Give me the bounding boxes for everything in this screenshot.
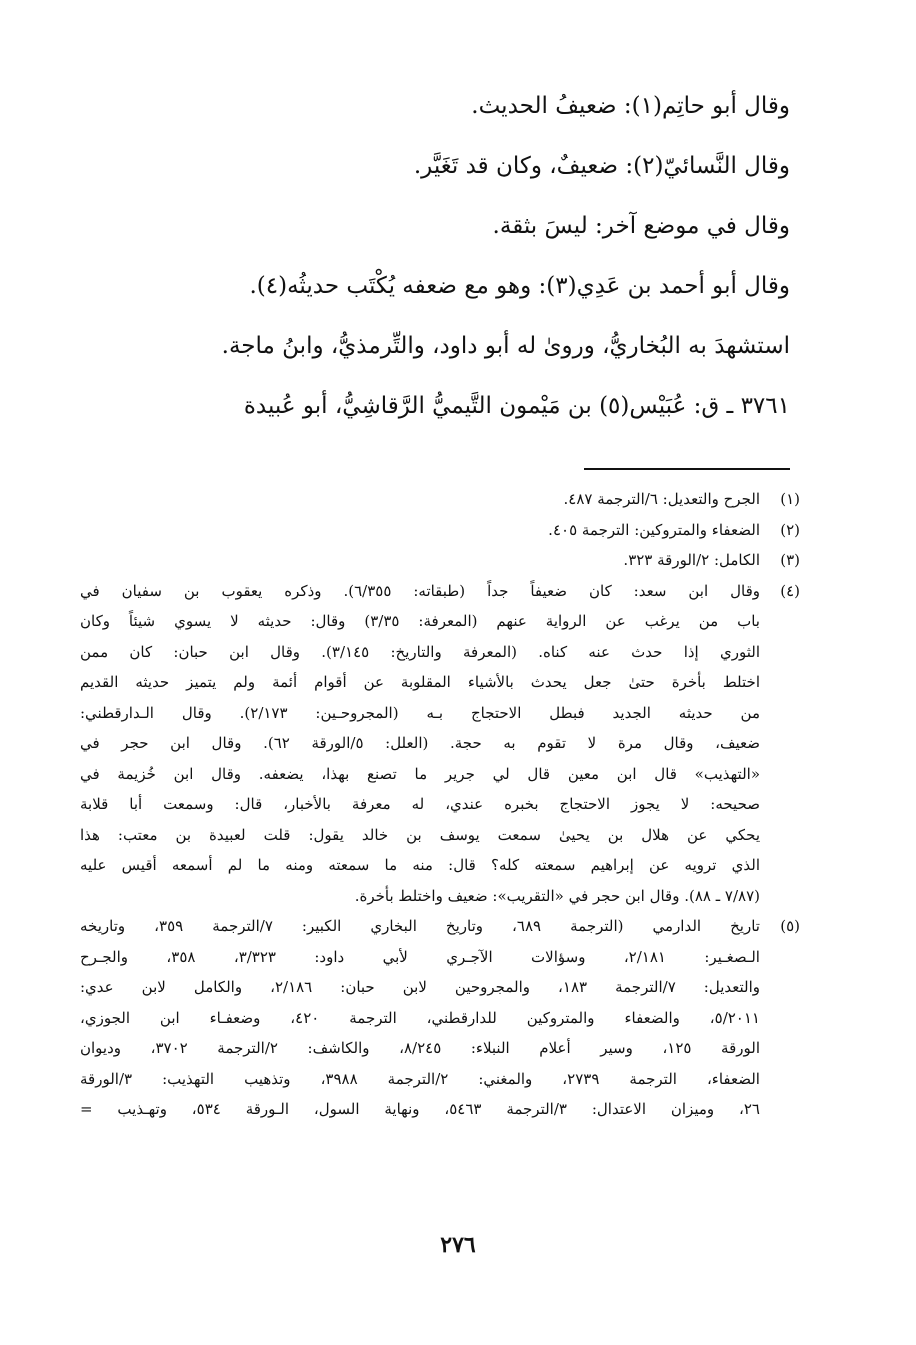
footnote-text xyxy=(80,515,760,546)
footnote-line: الضعفاء والمتروكين: الترجمة ٤٠٥. xyxy=(548,520,760,539)
footnote-5 xyxy=(80,911,800,1125)
footnote-line: الجرح والتعديل: ٦/الترجمة ٤٨٧. xyxy=(563,490,760,508)
footnote-3 xyxy=(80,545,800,576)
body-line: ٣٧٦١ ـ ق: عُبَيْس(٥) بن مَيْمون التَّيميُّ الرَّقاشِيُّ، أبو عُبيدة xyxy=(243,393,790,419)
footnote-line: من حديثه الجديد فبطل الاحتجاج بـه (المجروحـين: ٢/١٧٣). وقال الـدارقطني: xyxy=(80,703,760,722)
footnote-line: الكامل: ٢/الورقة ٣٢٣. xyxy=(623,551,760,569)
footnote-line: ٢٦، وميزان الاعتدال: ٣/الترجمة ٥٤٦٣، ونهاية السول، الـورقة ٥٣٤، وتهـذيب = xyxy=(80,1100,760,1118)
footnote-number: (٣) xyxy=(780,551,800,569)
footnote-line: اختلط بأخرة حتىٰ جعل يحدث بالأشياء المقلوبة عن أقوام أئمة ولم يتميز حديثه القديم xyxy=(80,673,760,691)
footnote-line: والتعديل: ٧/الترجمة ١٨٣، والمجروحين لابن حبان: ٢/١٨٦، والكامل لابن عدي: xyxy=(80,978,760,996)
footnote-line: الضعفاء، الترجمة ٢٧٣٩، والمغني: ٢/الترجمة ٣٩٨٨، وتذهيب التهذيب: ٣/الورقة xyxy=(80,1069,760,1088)
footnote-line: ٥/٢٠١١، والضعفاء والمتروكين للدارقطني، الترجمة ٤٢٠، وضعفـاء ابن الجوزي، xyxy=(80,1008,760,1027)
footnote-line: (٧/٨٧ ـ ٨٨). وقال ابن حجر في «التقريب»: ضعيف واختلط بأخرة. xyxy=(354,886,760,905)
body-line: وقال أبو حاتِم(١): ضعيفُ الحديث. xyxy=(471,93,790,119)
footnote-text xyxy=(80,484,760,515)
body-line: استشهدَ به البُخاريُّ، وروىٰ له أبو داود، والتِّرمذيُّ، وابنُ ماجة. xyxy=(221,333,790,359)
footnote-text xyxy=(80,545,760,576)
page-number: ٢٧٦ xyxy=(440,1232,476,1258)
footnote-line: صحيحه: لا يجوز الاحتجاج بخبره عندي، له معرفة بالأخبار، قال: وسمعت أبا قلابة xyxy=(80,795,760,813)
footnote-line: الـصغـير: ٢/١٨١، وسؤالات الآجـري لأبي داود: ٣/٣٢٣، ٣٥٨، والجـرح xyxy=(80,947,760,966)
footnote-number: (٥) xyxy=(780,917,800,935)
footnote-separator xyxy=(584,468,790,470)
footnote-line: الذي ترويه عن إبراهيم سمعته كله؟ قال: منه ما سمعته ومنه ما لم أسمعه أقيس عليه xyxy=(80,856,760,874)
footnote-number: (١) xyxy=(780,490,800,508)
footnote-line: وقال ابن سعد: كان ضعيفاً جداً (طبقاته: ٦/٣٥٥). وذكره يعقوب بن سفيان في xyxy=(80,581,760,600)
body-line: وقال في موضع آخر: ليسَ بثقة. xyxy=(492,213,790,239)
footnote-line: الثوري إذا حدث عنه كناه. (المعرفة والتاريخ: ٣/١٤٥). وقال ابن حبان: كان ممن xyxy=(80,642,760,661)
main-text xyxy=(80,76,790,436)
footnote-1 xyxy=(80,484,800,515)
footnote-line: يحكي عن هلال بن يحيىٰ سمعت يوسف بن خالد يقول: قلت لعبيدة بن معتب: هذا xyxy=(80,825,760,844)
footnote-line: ضعيف، وقال مرة لا تقوم به حجة. (العلل: ٥/الورقة ٦٢). وقال ابن حجر في xyxy=(80,734,760,752)
footnote-4 xyxy=(80,576,800,912)
footnote-line: باب من يرغب عن الرواية عنهم (المعرفة: ٣/٣٥) وقال: حديثه لا يسوي شيئاً وكان xyxy=(80,612,760,630)
footnote-number: (٢) xyxy=(780,520,800,539)
body-line: وقال أبو أحمد بن عَدِي(٣): وهو مع ضعفه يُكْتَب حديثُه(٤). xyxy=(249,273,790,299)
footnote-line: تاريخ الدارمي (الترجمة ٦٨٩، وتاريخ البخاري الكبير: ٧/الترجمة ٣٥٩، وتاريخه xyxy=(80,917,760,935)
footnotes xyxy=(80,484,800,1125)
footnote-2 xyxy=(80,515,800,546)
footnote-line: الورقة ١٢٥، وسير أعلام النبلاء: ٨/٢٤٥، والكاشف: ٢/الترجمة ٣٧٠٢، وديوان xyxy=(80,1039,760,1057)
body-line: وقال النَّسائيّ(٢): ضعيفٌ، وكان قد تَغَيَّر. xyxy=(413,153,790,179)
footnote-line: «التهذيب» قال ابن معين قال لي جرير ما تصنع بهذا، يضعفه. وقال ابن خُزيمة في xyxy=(80,764,760,783)
footnote-number: (٤) xyxy=(780,581,800,600)
footnote-text xyxy=(80,911,760,1125)
footnote-text xyxy=(80,576,760,912)
